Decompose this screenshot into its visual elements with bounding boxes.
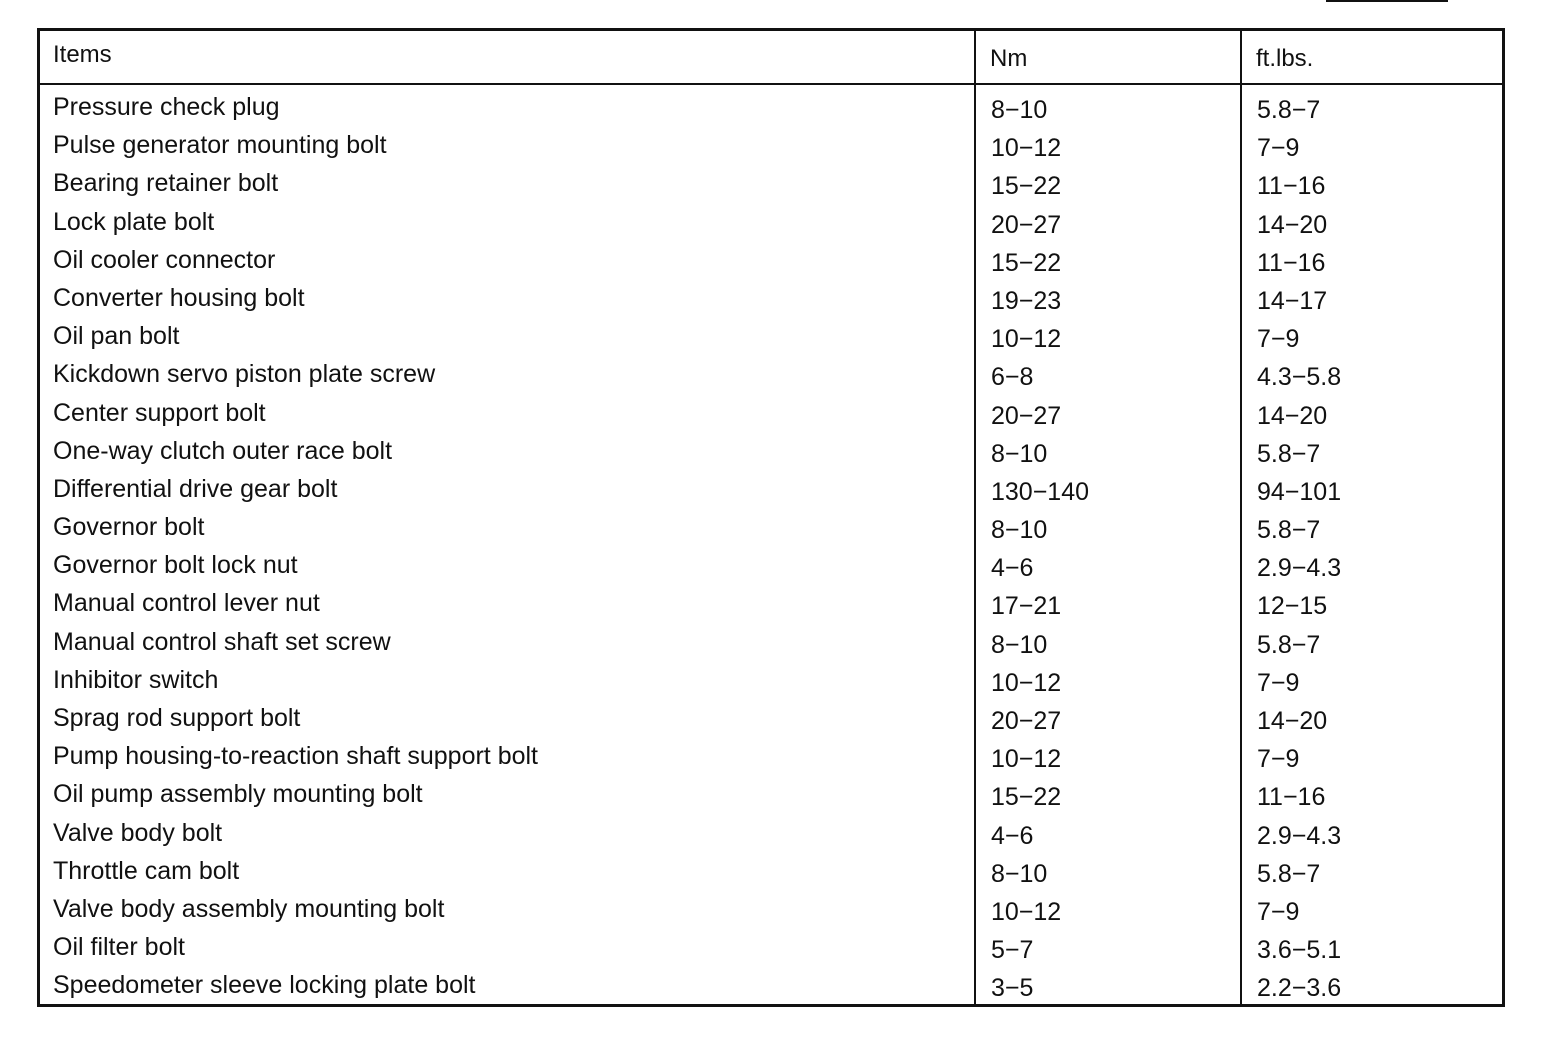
nm-cell: 19−23 <box>991 286 1062 315</box>
nm-cell: 8−10 <box>991 630 1048 659</box>
table-row <box>40 737 1502 775</box>
item-cell: Manual control lever nut <box>53 589 320 618</box>
item-cell: Pulse generator mounting bolt <box>53 131 387 160</box>
ftlbs-cell: 5.8−7 <box>1257 859 1321 888</box>
nm-cell: 5−7 <box>991 936 1034 965</box>
ftlbs-cell: 2.9−4.3 <box>1257 554 1342 583</box>
ftlbs-cell: 4.3−5.8 <box>1257 363 1342 392</box>
nm-cell: 8−10 <box>991 96 1048 124</box>
nm-cell: 15−22 <box>991 248 1062 277</box>
nm-cell: 15−22 <box>991 172 1062 201</box>
ftlbs-cell: 14−17 <box>1257 286 1328 315</box>
item-cell: Converter housing bolt <box>53 283 305 312</box>
table-row <box>40 241 1502 279</box>
header-nm: Nm <box>990 45 1028 72</box>
ftlbs-cell: 11−16 <box>1257 248 1326 277</box>
ftlbs-cell: 11−16 <box>1257 172 1326 201</box>
item-cell: Kickdown servo piston plate screw <box>53 360 436 389</box>
ftlbs-cell: 5.8−7 <box>1257 439 1321 468</box>
table-row <box>40 394 1502 432</box>
ftlbs-cell: 14−20 <box>1257 210 1328 239</box>
table-row <box>40 88 1502 126</box>
nm-cell: 8−10 <box>991 439 1048 468</box>
nm-cell: 20−27 <box>991 210 1062 239</box>
item-cell: Manual control shaft set screw <box>53 627 391 656</box>
nm-cell: 130−140 <box>991 477 1090 506</box>
table-row <box>40 432 1502 470</box>
item-cell: Center support bolt <box>53 398 266 427</box>
top-margin-rule <box>1326 0 1448 2</box>
nm-cell: 3−5 <box>991 974 1034 1003</box>
item-cell: One-way clutch outer race bolt <box>53 436 393 465</box>
ftlbs-cell: 7−9 <box>1257 897 1300 926</box>
nm-cell: 15−22 <box>991 783 1062 812</box>
item-cell: Oil cooler connector <box>53 245 276 274</box>
table-row <box>40 699 1502 737</box>
item-cell: Throttle cam bolt <box>53 856 240 885</box>
item-cell: Oil pump assembly mounting bolt <box>53 780 423 809</box>
table-row <box>40 661 1502 699</box>
ftlbs-cell: 7−9 <box>1257 134 1300 163</box>
ftlbs-cell: 94−101 <box>1257 477 1342 506</box>
item-cell: Bearing retainer bolt <box>53 169 279 198</box>
item-cell: Valve body bolt <box>53 818 223 847</box>
nm-cell: 10−12 <box>991 745 1062 774</box>
table-row <box>40 317 1502 355</box>
item-cell: Governor bolt lock nut <box>53 551 298 580</box>
torque-spec-table <box>37 28 1505 1007</box>
table-row <box>40 470 1502 508</box>
nm-cell: 20−27 <box>991 401 1062 430</box>
ftlbs-cell: 7−9 <box>1257 668 1300 697</box>
item-cell: Governor bolt <box>53 513 205 542</box>
table-body <box>40 88 1502 1005</box>
table-row <box>40 126 1502 164</box>
header-divider <box>40 83 1502 85</box>
table-row <box>40 508 1502 546</box>
table-row <box>40 852 1502 890</box>
ftlbs-cell: 5.8−7 <box>1257 516 1321 545</box>
ftlbs-cell: 7−9 <box>1257 745 1300 774</box>
item-cell: Oil filter bolt <box>53 933 185 962</box>
nm-cell: 4−6 <box>991 821 1034 850</box>
ftlbs-cell: 14−20 <box>1257 401 1328 430</box>
nm-cell: 4−6 <box>991 554 1034 583</box>
ftlbs-cell: 3.6−5.1 <box>1257 936 1342 965</box>
item-cell: Sprag rod support bolt <box>53 704 301 732</box>
table-row <box>40 584 1502 622</box>
nm-cell: 8−10 <box>991 859 1048 888</box>
item-cell: Pressure check plug <box>53 93 280 121</box>
ftlbs-cell: 14−20 <box>1257 707 1328 735</box>
item-cell: Oil pan bolt <box>53 322 180 351</box>
table-row <box>40 890 1502 928</box>
header-items: Items <box>53 41 112 68</box>
nm-cell: 10−12 <box>991 134 1062 163</box>
item-cell: Inhibitor switch <box>53 665 219 694</box>
item-cell: Lock plate bolt <box>53 207 215 236</box>
ftlbs-cell: 2.2−3.6 <box>1257 974 1342 1003</box>
nm-cell: 6−8 <box>991 363 1034 392</box>
nm-cell: 10−12 <box>991 668 1062 697</box>
ftlbs-cell: 5.8−7 <box>1257 630 1321 659</box>
ftlbs-cell: 5.8−7 <box>1257 96 1321 124</box>
table-row <box>40 966 1502 1004</box>
item-cell: Valve body assembly mounting bolt <box>53 894 445 923</box>
table-row <box>40 814 1502 852</box>
table-row <box>40 623 1502 661</box>
table-row <box>40 775 1502 813</box>
item-cell: Speedometer sleeve locking plate bolt <box>53 971 476 1000</box>
table-row <box>40 355 1502 393</box>
nm-cell: 20−27 <box>991 707 1062 735</box>
ftlbs-cell: 12−15 <box>1257 592 1328 621</box>
ftlbs-cell: 11−16 <box>1257 783 1326 812</box>
ftlbs-cell: 7−9 <box>1257 325 1300 354</box>
nm-cell: 17−21 <box>991 592 1062 621</box>
nm-cell: 10−12 <box>991 897 1062 926</box>
nm-cell: 8−10 <box>991 516 1048 545</box>
table-row <box>40 546 1502 584</box>
header-ftlbs: ft.lbs. <box>1256 45 1314 72</box>
table-row <box>40 203 1502 241</box>
nm-cell: 10−12 <box>991 325 1062 354</box>
table-row <box>40 164 1502 202</box>
table-row <box>40 928 1502 966</box>
item-cell: Differential drive gear bolt <box>53 474 338 503</box>
table-row <box>40 279 1502 317</box>
item-cell: Pump housing-to-reaction shaft support bolt <box>53 742 538 771</box>
ftlbs-cell: 2.9−4.3 <box>1257 821 1342 850</box>
